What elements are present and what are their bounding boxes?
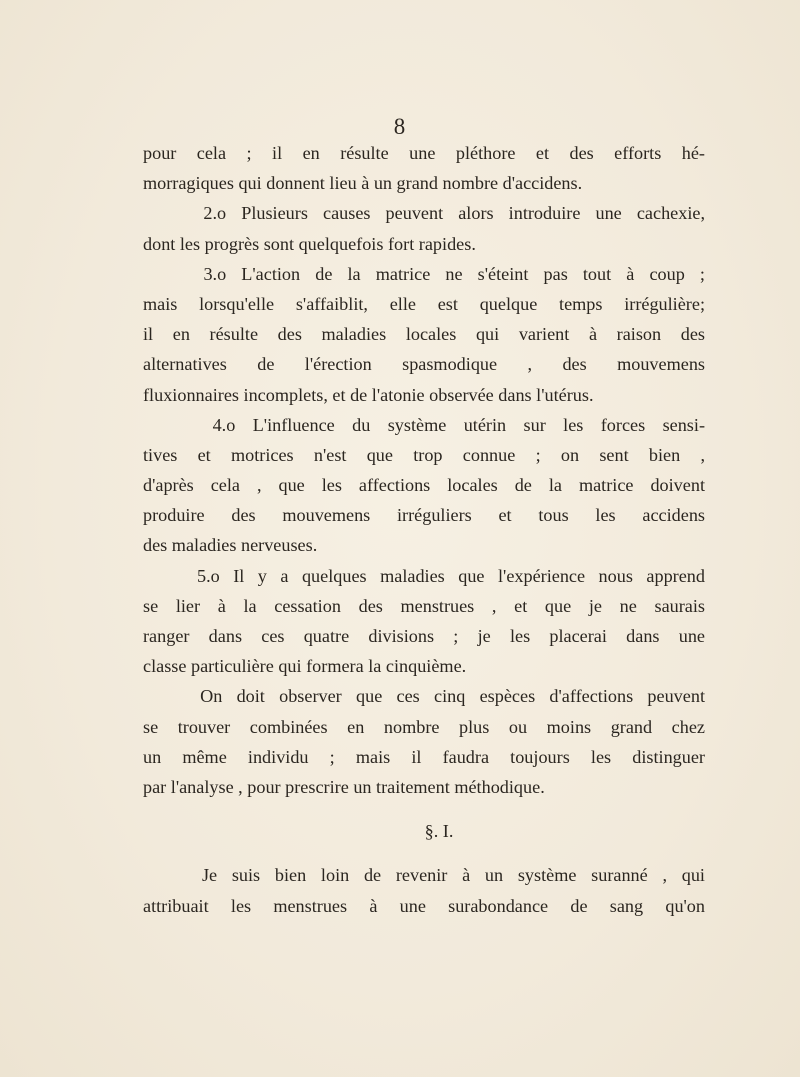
- text-line: classe particulière qui formera la cinquième.: [143, 656, 467, 677]
- text-line: produire des mouvemens irréguliers et tous les accidens: [143, 505, 705, 526]
- text-line: se trouver combinées en nombre plus ou moins grand chez: [143, 716, 705, 737]
- text-line: un même individu ; mais il faudra toujours les distinguer: [143, 746, 705, 767]
- text-line: alternatives de l'érection spasmodique , des mouvemens: [143, 354, 705, 375]
- text-line: 3.o L'action de la matrice ne s'éteint pas tout à coup ;: [143, 263, 705, 284]
- text-line: dont les progrès sont quelquefois fort rapides.: [143, 233, 476, 254]
- text-line: pour cela ; il en résulte une pléthore et des efforts hé-: [143, 143, 705, 163]
- text-line: 4.o L'influence du système utérin sur les forces sensi-: [143, 414, 705, 435]
- text-line: morragiques qui donnent lieu à un grand nombre d'accidens.: [143, 173, 583, 194]
- text-line: se lier à la cessation des menstrues , et que je ne saurais: [143, 595, 705, 616]
- text-line: tives et motrices n'est que trop connue ; on sent bien ,: [143, 444, 705, 465]
- text-line: mais lorsqu'elle s'affaiblit, elle est quelque temps irrégulière;: [143, 293, 705, 314]
- text-line: Je suis bien loin de revenir à un système suranné , qui: [143, 865, 705, 886]
- text-line: attribuait les menstrues à une surabondance de sang qu'on: [143, 895, 705, 916]
- text-line: des maladies nerveuses.: [143, 535, 318, 556]
- text-line: ranger dans ces quatre divisions ; je les placerai dans une: [143, 626, 705, 646]
- text-line: par l'analyse , pour prescrire un traitement méthodique.: [143, 776, 545, 797]
- text-line: 5.o Il y a quelques maladies que l'expérience nous apprend: [143, 565, 705, 586]
- section-heading: §. I.: [424, 821, 454, 842]
- text-line: fluxionnaires incomplets, et de l'atonie observée dans l'utérus.: [143, 384, 594, 405]
- text-line: On doit observer que ces cinq espèces d'affections peuvent: [143, 686, 705, 707]
- page-number: 8: [393, 114, 407, 139]
- body-text: [143, 138, 705, 921]
- text-line: 2.o Plusieurs causes peuvent alors introduire une cachexie,: [143, 203, 705, 224]
- text-line: d'après cela , que les affections locales de la matrice doivent: [143, 475, 705, 496]
- text-line: il en résulte des maladies locales qui varient à raison des: [143, 324, 705, 345]
